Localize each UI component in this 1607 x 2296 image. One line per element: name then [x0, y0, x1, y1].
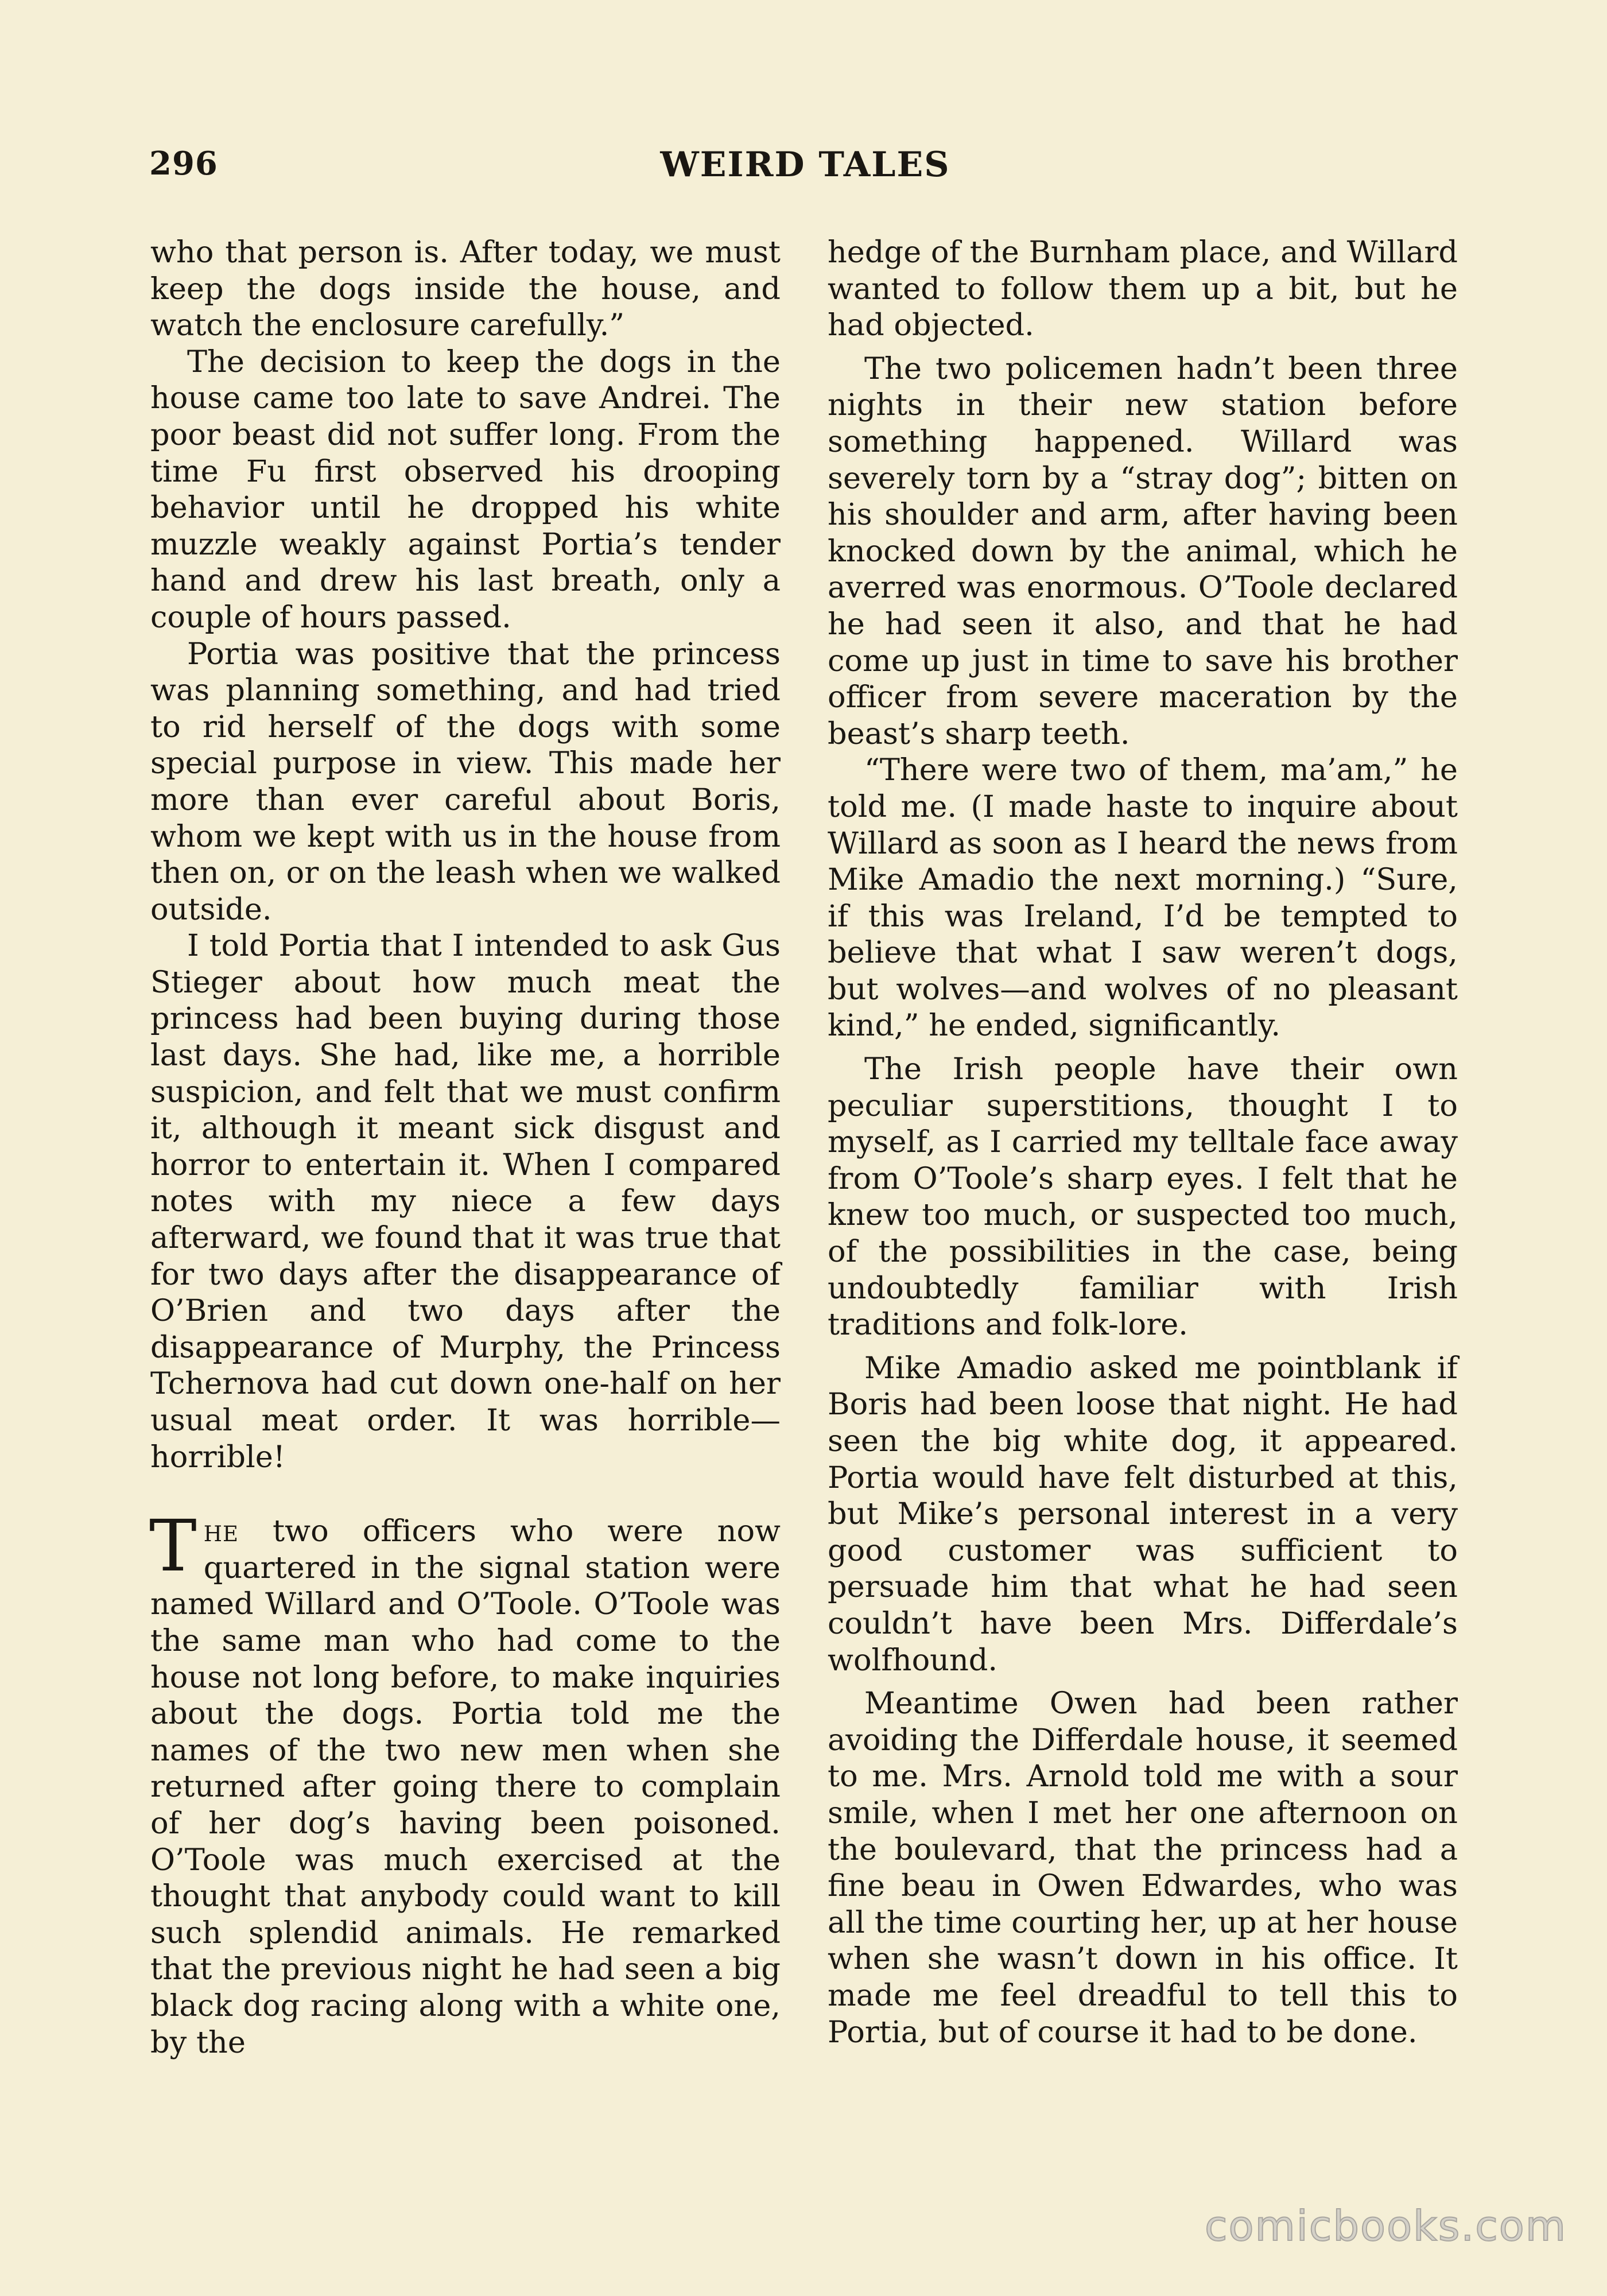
- paragraph-text: two officers who were now quartered in the signal station were named Willard and O’Toole. O’Toole was the same man who had come to the house not long before, to make inquiries about the dogs. Portia told me the names of the two new men when she returned after going there to complain of her dog’s having been poisoned. O’Toole was much exercised at the thought that anybody could want to kill such splendid animals. He remarked that the previous night he had seen a big black dog racing along with a white one, by the: [150, 1514, 781, 2060]
- drop-cap: T: [149, 1505, 197, 1588]
- paragraph: Portia was positive that the princess was planning something, and had tried to rid herself of the dogs with some special purpose in view. This made her more than ever careful about Boris, whom we kept with us in the house from then on, or on the leash when we walked outside.: [150, 636, 781, 927]
- paragraph: The Irish people have their own peculiar superstitions, thought I to myself, as I carried my telltale face away from O’Toole’s sharp eyes. I felt that he knew too much, or suspected too much, of the possibilities in the case, being undoubtedly familiar with Irish traditions and folk-lore.: [828, 1052, 1458, 1343]
- paragraph: “There were two of them, ma’am,” he told me. (I made haste to inquire about Willard as soon as I heard the news from Mike Amadio the next morning.) “Sure, if this was Ireland, I’d be tempted to believe that what I saw weren’t dogs, but wolves—and wolves of no pleasant kind,” he ended, significantly.: [828, 753, 1458, 1044]
- paragraph: The two policemen hadn’t been three nights in their new station before something happened. Willard was severely torn by a “stray dog”; bitten on his shoulder and arm, after having been knocked down by the animal, which he averred was enormous. O’Toole declared he had seen it also, and that he had come up just in time to save his brother officer from severe maceration by the beast’s sharp teeth.: [828, 351, 1458, 751]
- left-column: [150, 234, 781, 2061]
- paragraph: I told Portia that I intended to ask Gus Stieger about how much meat the princess had been buying during those last days. She had, like me, a horrible suspicion, and felt that we must confirm it, although it meant sick disgust and horror to entertain it. When I compared notes with my niece a few days afterward, we found that it was true that for two days after the disappearance of O’Brien and two days after the disappearance of Murphy, the Princess Tchernova had cut down one-half on her usual meat order. It was horrible—horrible!: [150, 928, 781, 1475]
- paragraph: hedge of the Burnham place, and Willard wanted to follow them up a bit, but he had objected.: [828, 235, 1458, 343]
- page-header: [149, 145, 1461, 191]
- watermark: comicbooks.com: [1204, 2202, 1567, 2250]
- paragraph: who that person is. After today, we must keep the dogs inside the house, and watch the enclosure carefully.”: [150, 235, 781, 343]
- paragraph: Meantime Owen had been rather avoiding the Differdale house, it seemed to me. Mrs. Arnold told me with a sour smile, when I met her one afternoon on the boulevard, that the princess had a fine beau in Owen Edwardes, who was all the time courting her, up at her house when she wasn’t down in his office. It made me feel dreadful to tell this to Portia, but of course it had to be done.: [828, 1686, 1458, 2050]
- small-caps-lead: he: [203, 1514, 239, 1549]
- section-break: [150, 1475, 781, 1513]
- section-opening-paragraph: [149, 1505, 781, 2061]
- running-head: WEIRD TALES: [660, 145, 950, 185]
- paragraph: The decision to keep the dogs in the house came too late to save Andrei. The poor beast did not suffer long. From the time Fu first observed his drooping behavior until he dropped his white muzzle weakly against Portia’s tender hand and drew his last breath, only a couple of hours passed.: [150, 344, 781, 635]
- right-column: [828, 234, 1458, 2050]
- paragraph: Mike Amadio asked me pointblank if Boris had been loose that night. He had seen the big white dog, it appeared. Portia would have felt disturbed at this, but Mike’s personal interest in a very good customer was sufficient to persuade him that what he had seen couldn’t have been Mrs. Differdale’s wolfhound.: [828, 1350, 1458, 1678]
- page-number: 296: [149, 145, 218, 183]
